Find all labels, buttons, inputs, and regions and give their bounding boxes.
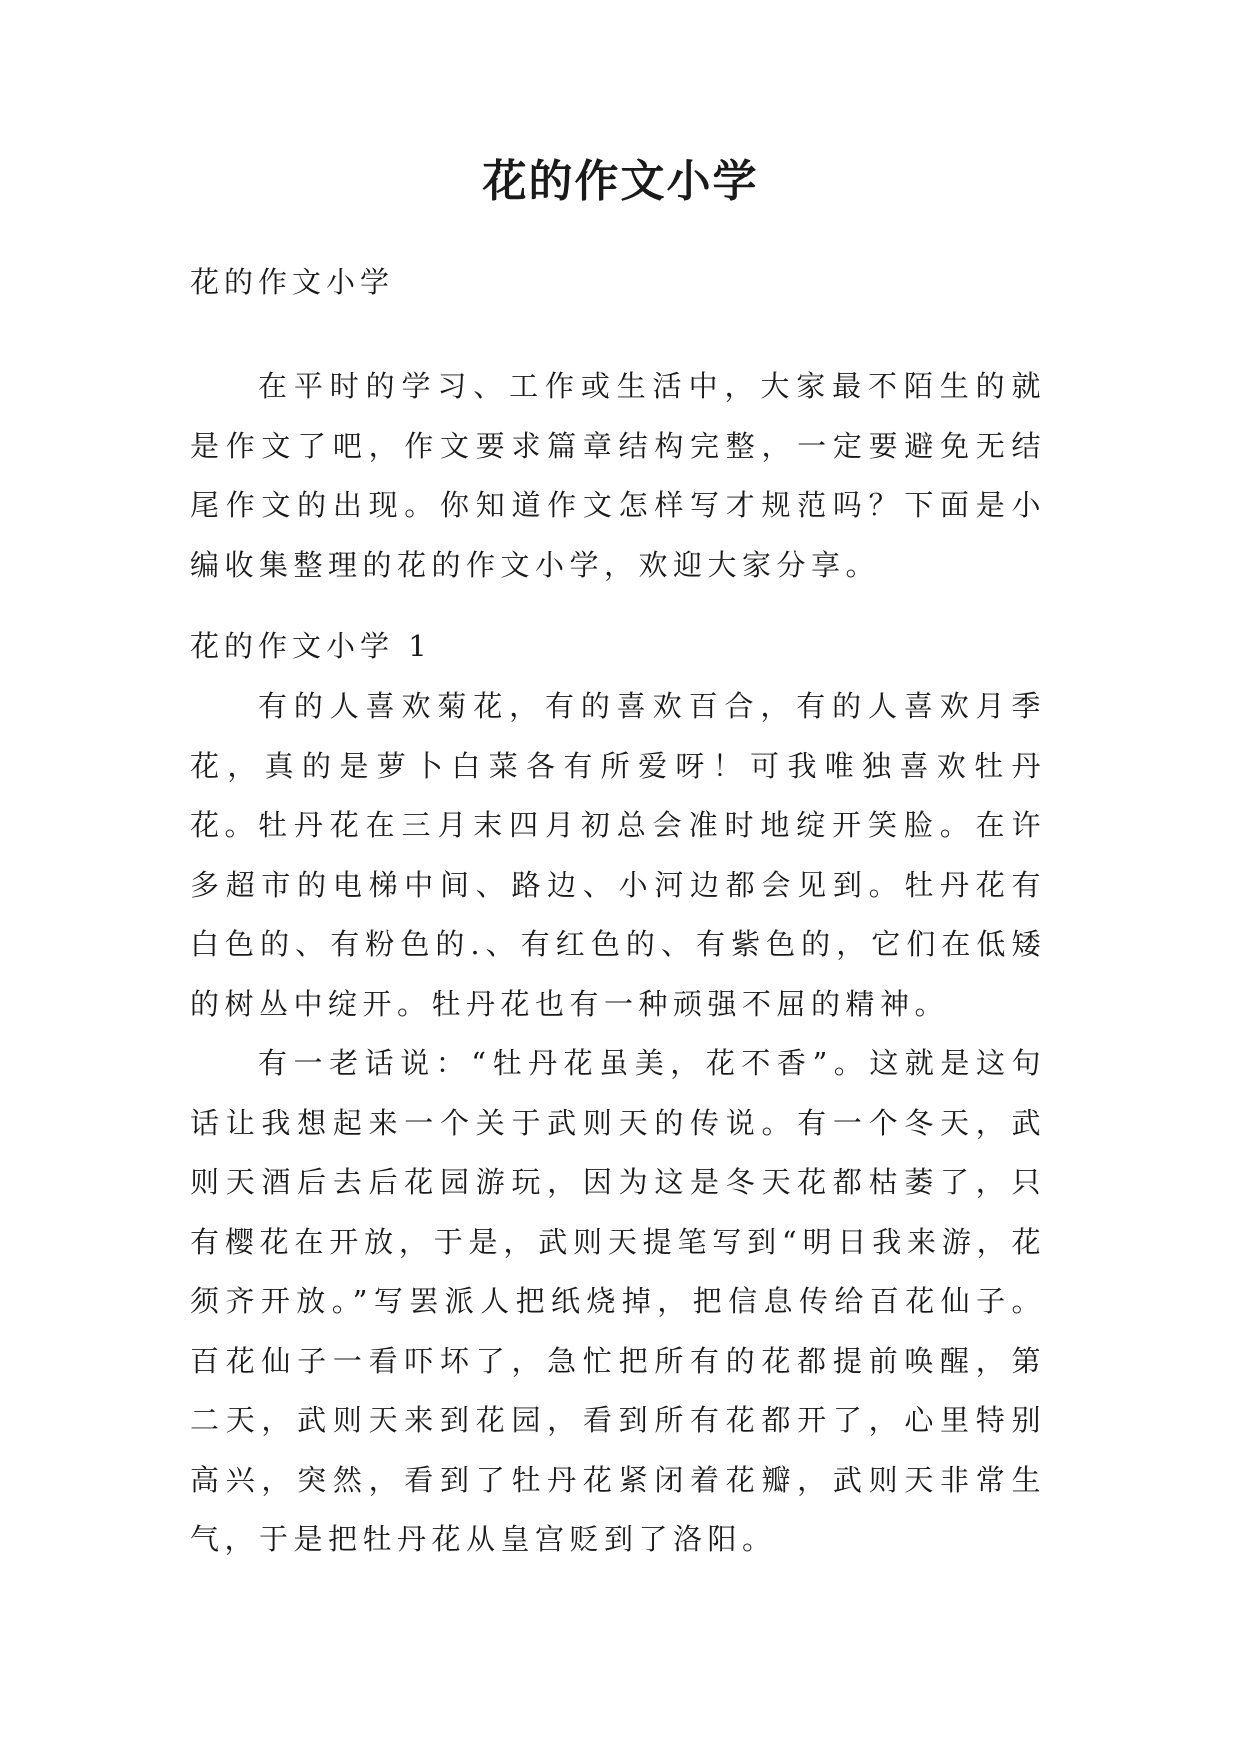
body-paragraph-3: 有一老话说：“牡丹花虽美，花不香”。这就是这句话让我想起来一个关于武则天的传说。有一个冬天，武则天酒后去后花园游玩，因为这是冬天花都枯萎了，只有樱花在开放，于是，武则天提笔写到“明日我来游，花须齐开放。”写罢派人把纸烧掉，把信息传给百花仙子。百花仙子一看吓坏了，急忙把所有的花都提前唤醒，第二天，武则天来到花园，看到所有花都开了，心里特别高兴，突然，看到了牡丹花紧闭着花瓣，武则天非常生气，于是把牡丹花从皇宫贬到了洛阳。: [190, 1046, 1046, 1556]
body-paragraph-1: 有的人喜欢菊花，有的喜欢百合，有的人喜欢月季花，真的是萝卜白菜各有所爱呀！可我唯独喜欢牡丹花。: [190, 689, 1046, 842]
intro-paragraph: 在平时的学习、工作或生活中，大家最不陌生的就是作文了吧，作文要求篇章结构完整，一定要避免无结尾作文的出现。你知道作文怎样写才规范吗？下面是小编收集整理的花的作文小学，欢迎大家分享。: [190, 369, 1046, 582]
section-heading: 花的作文小学 1: [190, 629, 432, 663]
body-paragraph-2: 牡丹花在三月末四月初总会准时地绽开笑脸。在许多超市的电梯中间、路边、小河边都会见到。牡丹花有白色的、有粉色的.、有红色的、有紫色的，它们在低矮的树丛中绽开。牡丹花也有一种顽强不屈的精神。: [190, 808, 1046, 1021]
document-subtitle: 花的作文小学: [190, 265, 395, 299]
document-title: 花的作文小学: [482, 156, 759, 207]
